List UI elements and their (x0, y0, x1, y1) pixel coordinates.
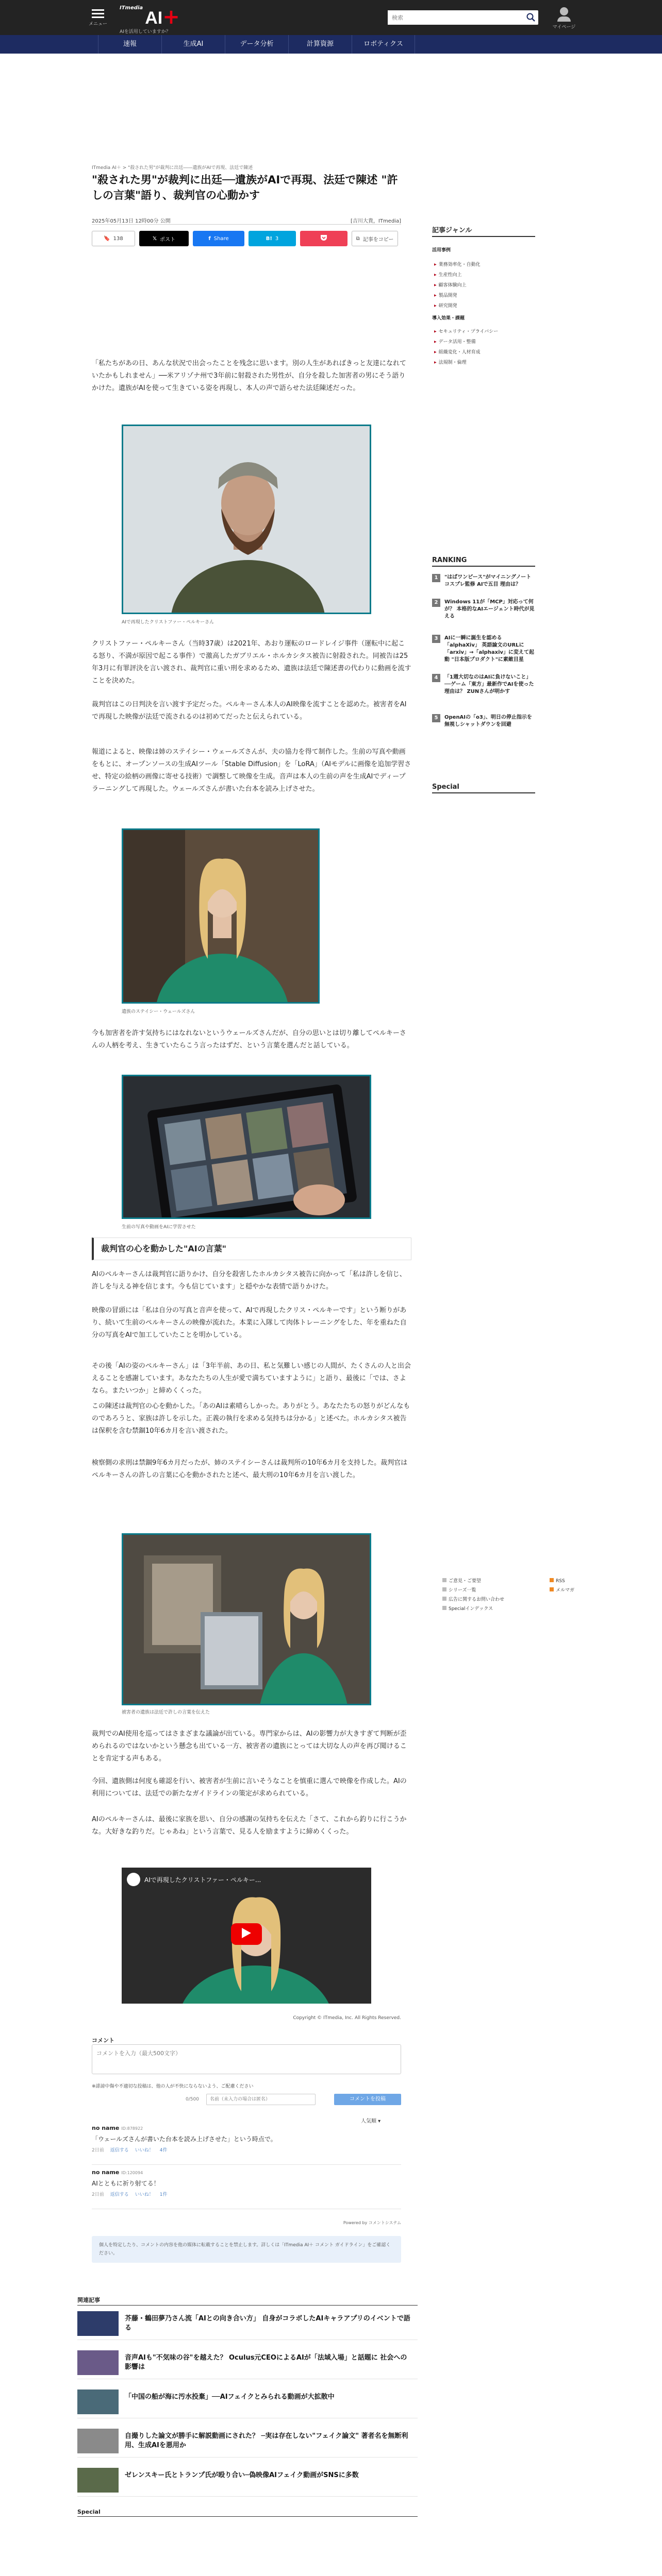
rss-icon (550, 1578, 554, 1582)
feedback-label: ご意見・ご要望 (449, 1579, 482, 1584)
rank-title: AIに一瞬に誕生を認める「alphaXiv」 英語論文のURLに「arxiv」→「alphaxiv」に変えて起動 "日本版プロダクト"に素敵目星 (444, 635, 535, 663)
pocket-share-button[interactable] (300, 231, 347, 246)
copy-label: 記事をコピー (362, 236, 394, 243)
genre-link[interactable]: ▶ 業務効率化・自動化 (434, 261, 481, 267)
share-bar (92, 231, 398, 246)
article-paragraph: AIのペルキーさんは裁判官に語りかけ、自分を殺害したホルカシタス被告に向かって「私は許しを信じ、許しを与える神を信じます。今も信じています」と穏やかな表情で語りかけた。 (92, 1270, 406, 1291)
page-body (0, 54, 662, 2576)
related-heading: 関連記事 (77, 2296, 418, 2306)
newsletter-icon (550, 1587, 554, 1591)
comment-input[interactable] (92, 2044, 401, 2074)
article-paragraph: 今も加害者を許す気持ちにはなれないというウェールズさんだが、自分の思いとは切り離してペルキーさんの人柄を考え、生きていたらこう言ったはずだ、という言葉を選んだと話している。 (92, 1029, 406, 1049)
photo-caption: 遺族のステイシー・ウェールズさん (122, 1009, 195, 1014)
brand-tagline: AIを活用していますか？ (120, 29, 171, 35)
related-article[interactable] (77, 2346, 418, 2379)
pocket-icon (320, 234, 327, 243)
genre-link[interactable]: ▶ 顧客体験向上 (434, 281, 467, 288)
like-count: 1件 (159, 2192, 168, 2197)
breadcrumb[interactable]: ITmedia AI＋ > "殺された男"が裁判に出廷――遺族がAIで再現、法廷で陳述 (92, 165, 253, 171)
nav-item-compute[interactable]: 計算資源 (288, 35, 352, 54)
comment-text: AIとともに祈り射てる！ (92, 2180, 160, 2187)
photo-caption: 生前の写真や動画をAIに学習させた (122, 1225, 196, 1230)
special-index-link[interactable] (442, 1604, 545, 1614)
member-label: マイページ (552, 25, 576, 30)
comment-char-count: 0/500 (186, 2097, 199, 2102)
genre-link[interactable]: ▶ 生産性向上 (434, 271, 462, 278)
comment-item (92, 2125, 401, 2165)
comment-name-field[interactable] (206, 2094, 316, 2105)
comment-author: no name (92, 2169, 120, 2176)
related-article[interactable] (77, 2385, 418, 2418)
series-label: シリーズ一覧 (449, 1588, 476, 1593)
comment-guideline-notice: 個人を特定したり、コメントの内容を他の媒体に転載することを禁止します。詳しくは「ITmedia AI＋ コメント ガイドライン」をご確認ください。 (92, 2236, 401, 2263)
article-paragraph: 今回、遺族側は何度も確認を行い、被害者が生前に言いそうなことを慎重に選んで映像を作成した。AIの利用については、法廷での新たなガイドラインの策定が求められている。 (92, 1777, 407, 1798)
x-share-button[interactable] (139, 231, 189, 246)
feedback-link[interactable] (442, 1577, 545, 1586)
genre-heading: 記事ジャンル (432, 225, 535, 237)
powered-by: Powered by コメントシステム (343, 2221, 401, 2225)
photo-caption: AIで再現したクリストファー・ペルキーさん (122, 620, 214, 625)
related-thumbnail (77, 2429, 119, 2453)
ranking-item[interactable] (432, 599, 535, 620)
related-article[interactable] (77, 2307, 418, 2340)
x-icon: 𝕏 (152, 235, 157, 242)
article-paragraph: AIのペルキーさんは、最後に家族を思い、自分の感謝の気持ちを伝えた「さて、これから釣りに行こうかな。大好きな釣りだ。じゃあね」という言葉で、見る人を励ますように締めくくった。 (92, 1816, 407, 1836)
genre-group-title: 導入効果・課題 (432, 316, 465, 321)
comment-author: no name (92, 2125, 120, 2131)
rank-title: OpenAIの「o3」、明日の停止指示を無視しシャットダウンを回避 (444, 715, 532, 727)
copy-article-button[interactable] (352, 231, 398, 246)
nav-item-genai[interactable]: 生成AI (161, 35, 225, 54)
article-paragraph: クリストファー・ペルキーさん（当時37歳）は2021年、あおり運転のロードレイジ事件（運転中に起こる怒り、不満が原因で起こる事件）で激高したガブリエル・ホルカシタス被告に射殺された。同被告は25年3月に有罪評決を言い渡され、裁判官に重い刑を求めるため、遺族は法廷で陳述書の代わりに動画を流すことを決めた。 (92, 640, 411, 685)
ad-icon (442, 1597, 446, 1601)
facebook-share-button[interactable] (193, 231, 244, 246)
article-photo-stacey (122, 828, 320, 1004)
related-thumbnail (77, 2311, 119, 2336)
post-comment-button[interactable]: コメントを投稿 (334, 2094, 401, 2105)
rss-label: RSS (556, 1579, 565, 1584)
reply-button[interactable]: 返信する (110, 2192, 129, 2197)
section-heading: 裁判官の心を動かした"AIの言葉" (92, 1238, 411, 1260)
play-icon (242, 1928, 251, 1940)
ad-inquiry-label: 広告に関するお問い合わせ (449, 1597, 505, 1602)
related-title: ゼレンスキー氏とトランプ氏が殴り合い─偽映像AIフェイク動画がSNSに多数 (125, 2471, 359, 2479)
rank-title: 「1週大切なのはAIに負けないこと」──ゲーム「東方」最新作でAIを使った理由は？ ZUNさんが明かす (444, 674, 534, 694)
article-paragraph: 検察側の求刑は禁錮9年6カ月だったが、姉のステイシーさんは裁判所の10年6カ月を支持した。裁判官はペルキーさんの許しの言葉に心を動かされたと述べ、最大刑の10年6カ月を言い渡した。 (92, 1459, 408, 1479)
copyright: Copyright © ITmedia, Inc. All Rights Reserved. (293, 2015, 401, 2021)
article-paragraph: この陳述は裁判官の心を動かした。「あのAIは素晴らしかった。ありがとう。あなたたちの怒りがどんなものであろうと、家族は許しを示した。正義の執行を求める気持ちは分かる」と述べた。ホルカシタス被告は保釈を含む禁錮10年6カ月を言い渡された。 (92, 1402, 410, 1435)
related-article[interactable] (77, 2464, 418, 2497)
article-photo-courtroom (122, 1533, 371, 1705)
nav-item-news[interactable]: 速報 (98, 35, 161, 54)
brand-small: ITmedia (120, 5, 143, 11)
special-heading: Special (77, 2509, 418, 2517)
genre-link[interactable]: ▶ データ活用・整備 (434, 338, 476, 345)
rss-link[interactable] (550, 1577, 591, 1595)
rank-number: 3 (432, 635, 440, 643)
related-title: 音声AIも"不気味の谷"を越えた？ Oculus元CEOによるAIが「法域入場」と話題に 社会への影響は (125, 2354, 407, 2371)
special-index-label: Specialインデックス (449, 1606, 493, 1612)
ranking-item[interactable] (432, 714, 535, 728)
channel-avatar (127, 1873, 140, 1886)
like-count: 4件 (159, 2148, 168, 2153)
rank-number: 1 (432, 574, 440, 582)
genre-link[interactable]: ▶ 製品開発 (434, 292, 457, 298)
video-title: AIで再現したクリストファー・ペルキー... (144, 1876, 261, 1884)
hatena-count: 3 (275, 235, 279, 242)
comment-time: 2日前 (92, 2148, 104, 2153)
rank-number: 5 (432, 714, 440, 722)
article-paragraph: その後「AIの姿のペルキーさん」は「3年半前、あの日、私と気難しい感じの人間が、たくさんの人と出会えることを感謝しています。あなたたちの人生が愛で満ちていますように」と語り、最後に「では、さよなら。またいつか」と締めくくった。 (92, 1362, 411, 1395)
genre-link[interactable]: ▶ 組織変化・人材育成 (434, 348, 481, 355)
bookmark-share-button[interactable] (92, 231, 135, 246)
related-article[interactable] (77, 2425, 418, 2458)
newsletter-label: メルマガ (556, 1588, 575, 1593)
facebook-icon: f (208, 235, 211, 242)
article-title: "殺された男"が裁判に出廷──遺族がAIで再現、法廷で陳述 "許しの言葉"語り、裁判官の心動かす (92, 174, 398, 201)
comment-author-id: ID:120094 (121, 2171, 143, 2175)
article-paragraph: 「私たちがあの日、あんな状況で出会ったことを残念に思います。別の人生があればきっと友達になれていたかもしれません」──米アリゾナ州で3年前に射殺された男性が、自分を殺した加害者の男にそう語りかけた。遺族がAIを使って生きている姿を再現し、本人の声で語らせた法廷陳述だった。 (92, 360, 406, 392)
x-share-label: ポスト (160, 236, 176, 243)
comment-item (92, 2169, 401, 2209)
rank-number: 2 (432, 599, 440, 607)
rank-number: 4 (432, 674, 440, 682)
ranking-heading: RANKING (432, 556, 535, 567)
article-meta (92, 216, 401, 225)
comment-time: 2日前 (92, 2192, 104, 2197)
video-player[interactable] (122, 1868, 371, 2004)
ranking-item[interactable] (432, 574, 535, 588)
brand-plus: + (162, 5, 180, 29)
related-title: 「中国の船が海に汚水投棄」──AIフェイクとみられる動画が大拡散中 (125, 2393, 335, 2401)
bookmark-icon: 🔖 (104, 235, 110, 242)
ranking-item[interactable] (432, 674, 535, 696)
rank-title: Windows 11が「MCP」対応って何が？ 本格的なAIエージェント時代が見える (444, 599, 535, 619)
ad-inquiry-link[interactable] (442, 1595, 545, 1604)
menu-label: メニュー (88, 22, 107, 27)
related-title: 自撮りした論文が勝手に解説動画にされた？ ─実は存在しない"フェイク論文" 著者名を無断利用、生成AIを悪用か (125, 2432, 408, 2449)
article-paragraph: 報道によると、映像は姉のステイシー・ウェールズさんが、夫の協力を得て制作した。生前の写真や動画をもとに、オープンソースの生成AIツール「Stable Diffusion」を「LoRA」（AIモデルに画像を追加学習させ、特定の絵柄の画像に寄せる技術）で調整して映像を生成。音声は本人の生前の声を生成AIでディープラーニングして再現した。ウェールズさんが書いた台本を読み上げさせた。 (92, 748, 411, 793)
list-icon (442, 1587, 446, 1591)
author: [吉川大貴，ITmedia] (350, 218, 401, 224)
genre-link[interactable]: ▶ 法規制・倫理 (434, 359, 467, 365)
article-photo-tablet (122, 1075, 371, 1219)
article-paragraph: 映像の冒頭には「私は自分の写真と音声を使って、AIで再現したクリス・ペルキーです」という断りがあり、続いて生前のペルキーさんの映像が流れた。本業に入隊して肉体トレーニングをした、年を重ねた自分の写真をAIで加工していたことを明かしている。 (92, 1307, 407, 1339)
index-icon (442, 1606, 446, 1610)
related-thumbnail (77, 2389, 119, 2414)
brand-main: AI (145, 8, 163, 28)
genre-link[interactable]: ▶ 研究開発 (434, 302, 457, 309)
comment-note: ※誹謗中傷や不適切な投稿は、他の人が不快にならないよう、ご配慮ください (92, 2084, 254, 2089)
publish-date: 2025年05月13日 12時00分 公開 (92, 218, 171, 224)
play-button[interactable] (231, 1923, 262, 1945)
facebook-share-label: Share (213, 235, 229, 242)
related-thumbnail (77, 2468, 119, 2493)
photo-caption: 被害者の遺族は法廷で許しの言葉を伝えた (122, 1710, 210, 1715)
sidebar-special-heading: Special (432, 783, 535, 793)
series-link[interactable] (442, 1586, 545, 1595)
reply-button[interactable]: 返信する (110, 2148, 129, 2153)
hatena-icon: B! (266, 235, 272, 242)
article-paragraph: 裁判でのAI使用を巡ってはさまざまな議論が出ている。専門家からは、AIの影響力が大きすぎて判断が歪められるのではないかという懸念も出ている一方、被害者の遺族にとっては大切な人の声を再び聞けることを肯定する声もある。 (92, 1730, 407, 1762)
comment-author-id: ID:878922 (121, 2126, 143, 2131)
copy-icon: ⧉ (356, 235, 360, 242)
article-paragraph: 裁判官はこの日判決を言い渡す予定だった。ペルキーさん本人のAI映像を流すことを認めた。被害者をAIで再現した映像が法廷で流されるのは初めてだったと伝えられている。 (92, 701, 407, 721)
related-thumbnail (77, 2350, 119, 2375)
nav-item-robotics[interactable]: ロボティクス (352, 35, 415, 54)
footer-links (442, 1577, 575, 1614)
nav-item-data[interactable]: データ分析 (225, 35, 288, 54)
article-photo-ai-pelkey (122, 425, 371, 614)
ranking-item[interactable] (432, 635, 535, 664)
comment-heading: コメント (92, 2037, 114, 2044)
related-title: 芥藤・鶴田夢乃さん流「AIとの向き合い方」 自身がコラボしたAIキャラアプリのイベントで語る (125, 2315, 410, 2332)
genre-group-title: 活用事例 (432, 248, 451, 253)
comment-sort-select[interactable]: 人気順 ▾ (361, 2119, 381, 2124)
rank-title: "はばワンピース"がマイニングノートコスプレ監修 AIで五目 理由は？ (444, 574, 532, 587)
like-button[interactable]: いいね！ (135, 2148, 154, 2153)
like-button[interactable]: いいね！ (135, 2192, 154, 2197)
bookmark-count: 138 (113, 235, 123, 242)
video-title-bar (127, 1873, 261, 1886)
hatena-share-button[interactable] (249, 231, 296, 246)
comment-text: 「ウェールズさんが書いた台本を読み上げさせた」という時点で。 (92, 2136, 277, 2143)
genre-link[interactable]: ▶ セキュリティ・プライバシー (434, 328, 498, 334)
mail-icon (442, 1578, 446, 1582)
